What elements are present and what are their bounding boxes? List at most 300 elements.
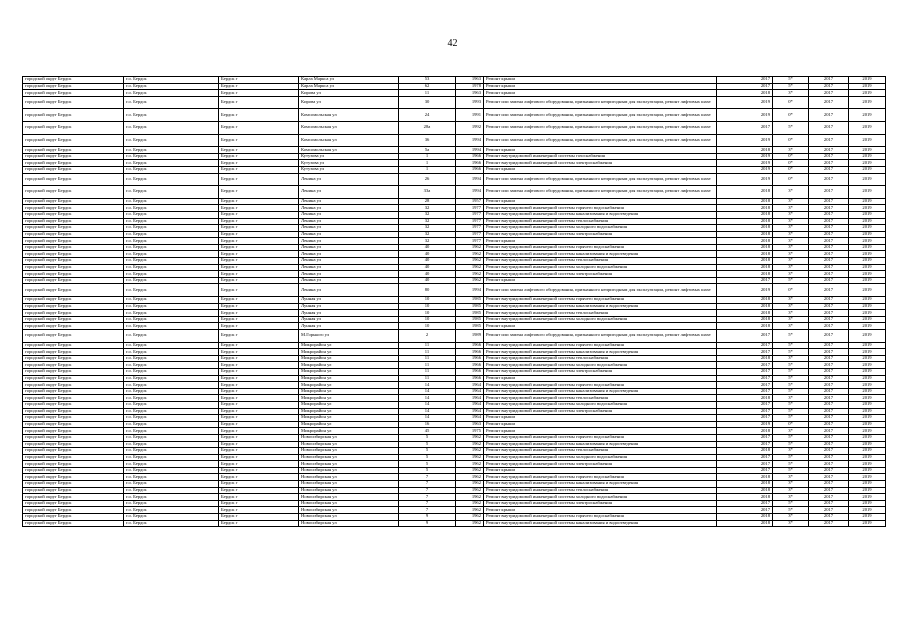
year-built-cell: 1966: [456, 160, 484, 167]
year-built-cell: 1962: [456, 448, 484, 455]
plan-year-cell: 2017: [717, 441, 773, 448]
work-type-cell: Ремонт крыши: [484, 238, 717, 245]
house-number-cell: 9: [399, 520, 456, 527]
period-end-cell: 2019: [849, 264, 886, 271]
year-built-cell: 1962: [456, 514, 484, 521]
plan-code-cell: 3*: [773, 487, 809, 494]
year-built-cell: 1964: [456, 382, 484, 389]
period-start-cell: 2017: [809, 349, 849, 356]
period-start-cell: 2017: [809, 264, 849, 271]
municipality-cell: городской округ Бердск: [23, 448, 124, 455]
municipality-cell: городской округ Бердск: [23, 441, 124, 448]
street-cell: Ленина ул: [299, 211, 399, 218]
street-cell: Новосибирская ул: [299, 520, 399, 527]
period-end-cell: 2019: [849, 461, 886, 468]
period-end-cell: 2019: [849, 238, 886, 245]
period-start-cell: 2017: [809, 330, 849, 343]
plan-year-cell: 2019: [717, 284, 773, 297]
plan-year-cell: 2017: [717, 330, 773, 343]
settlement-cell: г.о. Бердск: [124, 147, 219, 154]
year-built-cell: 1962: [456, 454, 484, 461]
house-number-cell: 7: [399, 494, 456, 501]
plan-code-cell: 5*: [773, 121, 809, 134]
year-built-cell: 1963: [456, 421, 484, 428]
plan-code-cell: 5*: [773, 434, 809, 441]
settlement-cell: г.о. Бердск: [124, 520, 219, 527]
street-cell: Новосибирская ул: [299, 507, 399, 514]
house-number-cell: 30: [399, 96, 456, 109]
period-start-cell: 2017: [809, 251, 849, 258]
year-built-cell: 1994: [456, 147, 484, 154]
year-built-cell: 1964: [456, 395, 484, 402]
street-cell: Новосибирская ул: [299, 448, 399, 455]
settlement-cell: г.о. Бердск: [124, 211, 219, 218]
period-start-cell: 2017: [809, 186, 849, 199]
city-cell: Бердск г: [219, 500, 299, 507]
year-built-cell: 1985: [456, 303, 484, 310]
plan-code-cell: 5*: [773, 408, 809, 415]
table-row: [23, 258, 886, 265]
year-built-cell: 1977: [456, 218, 484, 225]
plan-year-cell: 2017: [717, 401, 773, 408]
plan-year-cell: 2018: [717, 244, 773, 251]
table-row: [23, 244, 886, 251]
page-number: 42: [447, 38, 458, 49]
work-type-cell: Ремонт внутридомовой инженерной системы канализования и водоотведения: [484, 251, 717, 258]
house-number-cell: 32: [399, 231, 456, 238]
municipality-cell: городской округ Бердск: [23, 434, 124, 441]
work-type-cell: Ремонт крыши: [484, 277, 717, 284]
municipality-cell: городской округ Бердск: [23, 238, 124, 245]
work-type-cell: Ремонт крыши: [484, 467, 717, 474]
table-row: [23, 231, 886, 238]
table-row: [23, 382, 886, 389]
house-number-cell: 7: [399, 474, 456, 481]
plan-year-cell: 2018: [717, 303, 773, 310]
plan-code-cell: 3*: [773, 225, 809, 232]
table-row: [23, 264, 886, 271]
house-number-cell: 53: [399, 77, 456, 84]
municipality-cell: городской округ Бердск: [23, 388, 124, 395]
plan-code-cell: 3*: [773, 514, 809, 521]
plan-code-cell: 0*: [773, 173, 809, 186]
period-end-cell: 2019: [849, 284, 886, 297]
year-built-cell: 1964: [456, 415, 484, 422]
city-cell: Бердск г: [219, 441, 299, 448]
municipality-cell: городской округ Бердск: [23, 395, 124, 402]
period-start-cell: 2017: [809, 507, 849, 514]
house-number-cell: 1: [399, 160, 456, 167]
year-built-cell: 1962: [456, 481, 484, 488]
year-built-cell: 1962: [456, 264, 484, 271]
house-number-cell: 40: [399, 271, 456, 278]
year-built-cell: 1962: [456, 277, 484, 284]
municipality-cell: городской округ Бердск: [23, 382, 124, 389]
municipality-cell: городской округ Бердск: [23, 186, 124, 199]
city-cell: Бердск г: [219, 160, 299, 167]
period-start-cell: 2017: [809, 284, 849, 297]
plan-code-cell: 3*: [773, 198, 809, 205]
repair-schedule-table: [22, 76, 886, 527]
house-number-cell: 32: [399, 205, 456, 212]
period-start-cell: 2017: [809, 277, 849, 284]
plan-code-cell: 5*: [773, 349, 809, 356]
work-type-cell: Ремонт внутридомовой инженерной системы холодного водоснабжения: [484, 316, 717, 323]
street-cell: Новосибирская ул: [299, 467, 399, 474]
period-end-cell: 2019: [849, 258, 886, 265]
street-cell: Новосибирская ул: [299, 434, 399, 441]
settlement-cell: г.о. Бердск: [124, 205, 219, 212]
plan-code-cell: 3*: [773, 258, 809, 265]
city-cell: Бердск г: [219, 303, 299, 310]
plan-code-cell: 5*: [773, 83, 809, 90]
year-built-cell: 1994: [456, 186, 484, 199]
period-start-cell: 2017: [809, 395, 849, 402]
period-end-cell: 2019: [849, 134, 886, 147]
year-built-cell: 1989: [456, 330, 484, 343]
house-number-cell: 80: [399, 284, 456, 297]
period-start-cell: 2017: [809, 441, 849, 448]
municipality-cell: городской округ Бердск: [23, 474, 124, 481]
house-number-cell: 26: [399, 173, 456, 186]
city-cell: Бердск г: [219, 461, 299, 468]
settlement-cell: г.о. Бердск: [124, 83, 219, 90]
house-number-cell: 5: [399, 467, 456, 474]
plan-year-cell: 2019: [717, 96, 773, 109]
street-cell: Микрорайон ул: [299, 401, 399, 408]
house-number-cell: 7: [399, 500, 456, 507]
street-cell: Кирова ул: [299, 96, 399, 109]
table-row: [23, 90, 886, 97]
municipality-cell: городской округ Бердск: [23, 284, 124, 297]
house-number-cell: 14: [399, 382, 456, 389]
year-built-cell: 1962: [456, 500, 484, 507]
work-type-cell: Ремонт внутридомовой инженерной системы канализования и водоотведения: [484, 388, 717, 395]
settlement-cell: г.о. Бердск: [124, 271, 219, 278]
municipality-cell: городской округ Бердск: [23, 218, 124, 225]
street-cell: Ленина ул: [299, 225, 399, 232]
plan-code-cell: 0*: [773, 160, 809, 167]
settlement-cell: г.о. Бердск: [124, 173, 219, 186]
city-cell: Бердск г: [219, 231, 299, 238]
city-cell: Бердск г: [219, 225, 299, 232]
plan-year-cell: 2018: [717, 514, 773, 521]
plan-code-cell: 5*: [773, 415, 809, 422]
city-cell: Бердск г: [219, 244, 299, 251]
city-cell: Бердск г: [219, 121, 299, 134]
table-row: [23, 96, 886, 109]
city-cell: Бердск г: [219, 395, 299, 402]
table-row: [23, 323, 886, 330]
plan-year-cell: 2018: [717, 238, 773, 245]
period-start-cell: 2017: [809, 388, 849, 395]
table-row: [23, 277, 886, 284]
street-cell: Микрорайон ул: [299, 428, 399, 435]
street-cell: Микрорайон ул: [299, 382, 399, 389]
table-row: [23, 303, 886, 310]
street-cell: Лунная ул: [299, 316, 399, 323]
plan-code-cell: 3*: [773, 205, 809, 212]
settlement-cell: г.о. Бердск: [124, 454, 219, 461]
municipality-cell: городской округ Бердск: [23, 251, 124, 258]
period-start-cell: 2017: [809, 173, 849, 186]
period-end-cell: 2019: [849, 481, 886, 488]
plan-year-cell: 2019: [717, 166, 773, 173]
house-number-cell: 40: [399, 244, 456, 251]
period-start-cell: 2017: [809, 83, 849, 90]
table-row: [23, 487, 886, 494]
work-type-cell: Ремонт внутридомовой инженерной системы холодного водоснабжения: [484, 494, 717, 501]
city-cell: Бердск г: [219, 284, 299, 297]
house-number-cell: 11: [399, 368, 456, 375]
period-start-cell: 2017: [809, 303, 849, 310]
plan-code-cell: 3*: [773, 428, 809, 435]
street-cell: Кутузова ул: [299, 160, 399, 167]
municipality-cell: городской округ Бердск: [23, 258, 124, 265]
settlement-cell: г.о. Бердск: [124, 238, 219, 245]
period-start-cell: 2017: [809, 316, 849, 323]
house-number-cell: 40: [399, 251, 456, 258]
municipality-cell: городской округ Бердск: [23, 303, 124, 310]
municipality-cell: городской округ Бердск: [23, 507, 124, 514]
period-start-cell: 2017: [809, 481, 849, 488]
table-row: [23, 388, 886, 395]
house-number-cell: 5а: [399, 147, 456, 154]
street-cell: Карла Маркса ул: [299, 83, 399, 90]
period-end-cell: 2019: [849, 277, 886, 284]
city-cell: Бердск г: [219, 323, 299, 330]
table-row: [23, 401, 886, 408]
municipality-cell: городской округ Бердск: [23, 428, 124, 435]
table-row: [23, 316, 886, 323]
period-end-cell: 2019: [849, 355, 886, 362]
period-end-cell: 2019: [849, 415, 886, 422]
street-cell: Лунная ул: [299, 323, 399, 330]
table-row: [23, 474, 886, 481]
work-type-cell: Ремонт или замена лифтового оборудования, признанного непригодным для эксплуатации, ремонт лифтовых шахт: [484, 109, 717, 122]
table-row: [23, 507, 886, 514]
house-number-cell: 28а: [399, 121, 456, 134]
period-end-cell: 2019: [849, 454, 886, 461]
work-type-cell: Ремонт внутридомовой инженерной системы теплоснабжения: [484, 310, 717, 317]
period-end-cell: 2019: [849, 211, 886, 218]
municipality-cell: городской округ Бердск: [23, 77, 124, 84]
year-built-cell: 1962: [456, 474, 484, 481]
plan-code-cell: 0*: [773, 284, 809, 297]
table-row: [23, 83, 886, 90]
period-end-cell: 2019: [849, 395, 886, 402]
year-built-cell: 1962: [456, 441, 484, 448]
table-row: [23, 342, 886, 349]
city-cell: Бердск г: [219, 134, 299, 147]
period-end-cell: 2019: [849, 77, 886, 84]
year-built-cell: 1962: [456, 507, 484, 514]
period-end-cell: 2019: [849, 218, 886, 225]
year-built-cell: 1975: [456, 428, 484, 435]
work-type-cell: Ремонт или замена лифтового оборудования, признанного непригодным для эксплуатации, ремонт лифтовых шахт: [484, 96, 717, 109]
period-start-cell: 2017: [809, 77, 849, 84]
house-number-cell: 32: [399, 211, 456, 218]
city-cell: Бердск г: [219, 349, 299, 356]
street-cell: М.Горького ул: [299, 330, 399, 343]
work-type-cell: Ремонт внутридомовой инженерной системы холодного водоснабжения: [484, 362, 717, 369]
municipality-cell: городской округ Бердск: [23, 461, 124, 468]
municipality-cell: городской округ Бердск: [23, 481, 124, 488]
street-cell: Комсомольская ул: [299, 109, 399, 122]
plan-code-cell: 5*: [773, 342, 809, 349]
period-end-cell: 2019: [849, 388, 886, 395]
year-built-cell: 1957: [456, 198, 484, 205]
table-row: [23, 514, 886, 521]
street-cell: Ленина ул: [299, 205, 399, 212]
settlement-cell: г.о. Бердск: [124, 277, 219, 284]
plan-code-cell: 3*: [773, 238, 809, 245]
municipality-cell: городской округ Бердск: [23, 225, 124, 232]
city-cell: Бердск г: [219, 258, 299, 265]
table-row: [23, 134, 886, 147]
period-start-cell: 2017: [809, 467, 849, 474]
table-row: [23, 238, 886, 245]
period-start-cell: 2017: [809, 310, 849, 317]
house-number-cell: 24: [399, 109, 456, 122]
city-cell: Бердск г: [219, 271, 299, 278]
year-built-cell: 1962: [456, 461, 484, 468]
plan-year-cell: 2019: [717, 173, 773, 186]
city-cell: Бердск г: [219, 205, 299, 212]
period-start-cell: 2017: [809, 160, 849, 167]
work-type-cell: Ремонт внутридомовой инженерной системы электроснабжения: [484, 461, 717, 468]
settlement-cell: г.о. Бердск: [124, 166, 219, 173]
plan-year-cell: 2019: [717, 153, 773, 160]
period-start-cell: 2017: [809, 428, 849, 435]
city-cell: Бердск г: [219, 388, 299, 395]
plan-year-cell: 2017: [717, 454, 773, 461]
house-number-cell: 14: [399, 388, 456, 395]
house-number-cell: 14: [399, 395, 456, 402]
table-row: [23, 421, 886, 428]
table-row: [23, 166, 886, 173]
period-start-cell: 2017: [809, 514, 849, 521]
plan-code-cell: 0*: [773, 109, 809, 122]
period-end-cell: 2019: [849, 303, 886, 310]
plan-code-cell: 3*: [773, 303, 809, 310]
period-start-cell: 2017: [809, 375, 849, 382]
period-start-cell: 2017: [809, 474, 849, 481]
house-number-cell: 16: [399, 421, 456, 428]
settlement-cell: г.о. Бердск: [124, 153, 219, 160]
street-cell: Ленина ул: [299, 264, 399, 271]
municipality-cell: городской округ Бердск: [23, 500, 124, 507]
plan-code-cell: 3*: [773, 211, 809, 218]
house-number-cell: 11: [399, 90, 456, 97]
plan-code-cell: 5*: [773, 441, 809, 448]
period-start-cell: 2017: [809, 362, 849, 369]
period-end-cell: 2019: [849, 316, 886, 323]
street-cell: Лунная ул: [299, 310, 399, 317]
work-type-cell: Ремонт крыши: [484, 323, 717, 330]
table-row: [23, 520, 886, 527]
street-cell: Микрорайон ул: [299, 362, 399, 369]
year-built-cell: 1994: [456, 284, 484, 297]
municipality-cell: городской округ Бердск: [23, 330, 124, 343]
period-end-cell: 2019: [849, 153, 886, 160]
settlement-cell: г.о. Бердск: [124, 355, 219, 362]
plan-year-cell: 2017: [717, 349, 773, 356]
work-type-cell: Ремонт внутридомовой инженерной системы горячего водоснабжения: [484, 297, 717, 304]
period-end-cell: 2019: [849, 382, 886, 389]
period-end-cell: 2019: [849, 507, 886, 514]
municipality-cell: городской округ Бердск: [23, 520, 124, 527]
work-type-cell: Ремонт внутридомовой инженерной системы горячего водоснабжения: [484, 434, 717, 441]
year-built-cell: 1962: [456, 258, 484, 265]
work-type-cell: Ремонт внутридомовой инженерной системы теплоснабжения: [484, 218, 717, 225]
plan-year-cell: 2018: [717, 205, 773, 212]
table-row: [23, 368, 886, 375]
period-start-cell: 2017: [809, 408, 849, 415]
house-number-cell: 14: [399, 415, 456, 422]
house-number-cell: 45: [399, 428, 456, 435]
period-end-cell: 2019: [849, 83, 886, 90]
municipality-cell: городской округ Бердск: [23, 362, 124, 369]
street-cell: Ленина ул: [299, 244, 399, 251]
year-built-cell: 1964: [456, 408, 484, 415]
period-start-cell: 2017: [809, 147, 849, 154]
work-type-cell: Ремонт внутридомовой инженерной системы газоснабжения: [484, 153, 717, 160]
settlement-cell: г.о. Бердск: [124, 428, 219, 435]
year-built-cell: 1962: [456, 494, 484, 501]
work-type-cell: Ремонт внутридомовой инженерной системы холодного водоснабжения: [484, 225, 717, 232]
period-start-cell: 2017: [809, 323, 849, 330]
period-start-cell: 2017: [809, 401, 849, 408]
work-type-cell: Ремонт или замена лифтового оборудования, признанного непригодным для эксплуатации, ремонт лифтовых шахт: [484, 173, 717, 186]
settlement-cell: г.о. Бердск: [124, 408, 219, 415]
period-end-cell: 2019: [849, 244, 886, 251]
house-number-cell: 33а: [399, 186, 456, 199]
plan-code-cell: 5*: [773, 461, 809, 468]
city-cell: Бердск г: [219, 467, 299, 474]
work-type-cell: Ремонт крыши: [484, 77, 717, 84]
plan-year-cell: 2017: [717, 375, 773, 382]
city-cell: Бердск г: [219, 198, 299, 205]
plan-code-cell: 3*: [773, 251, 809, 258]
plan-year-cell: 2018: [717, 218, 773, 225]
street-cell: Микрорайон ул: [299, 349, 399, 356]
city-cell: Бердск г: [219, 474, 299, 481]
settlement-cell: г.о. Бердск: [124, 349, 219, 356]
street-cell: Микрорайон ул: [299, 375, 399, 382]
settlement-cell: г.о. Бердск: [124, 77, 219, 84]
city-cell: Бердск г: [219, 153, 299, 160]
settlement-cell: г.о. Бердск: [124, 461, 219, 468]
period-end-cell: 2019: [849, 186, 886, 199]
plan-code-cell: 3*: [773, 231, 809, 238]
city-cell: Бердск г: [219, 316, 299, 323]
municipality-cell: городской округ Бердск: [23, 375, 124, 382]
period-end-cell: 2019: [849, 428, 886, 435]
house-number-cell: 40: [399, 277, 456, 284]
table-row: [23, 362, 886, 369]
period-start-cell: 2017: [809, 342, 849, 349]
period-end-cell: 2019: [849, 251, 886, 258]
plan-code-cell: 0*: [773, 153, 809, 160]
street-cell: Микрорайон ул: [299, 342, 399, 349]
house-number-cell: 1: [399, 166, 456, 173]
city-cell: Бердск г: [219, 514, 299, 521]
city-cell: Бердск г: [219, 520, 299, 527]
house-number-cell: 40: [399, 258, 456, 265]
table-row: [23, 147, 886, 154]
street-cell: Ленина ул: [299, 186, 399, 199]
